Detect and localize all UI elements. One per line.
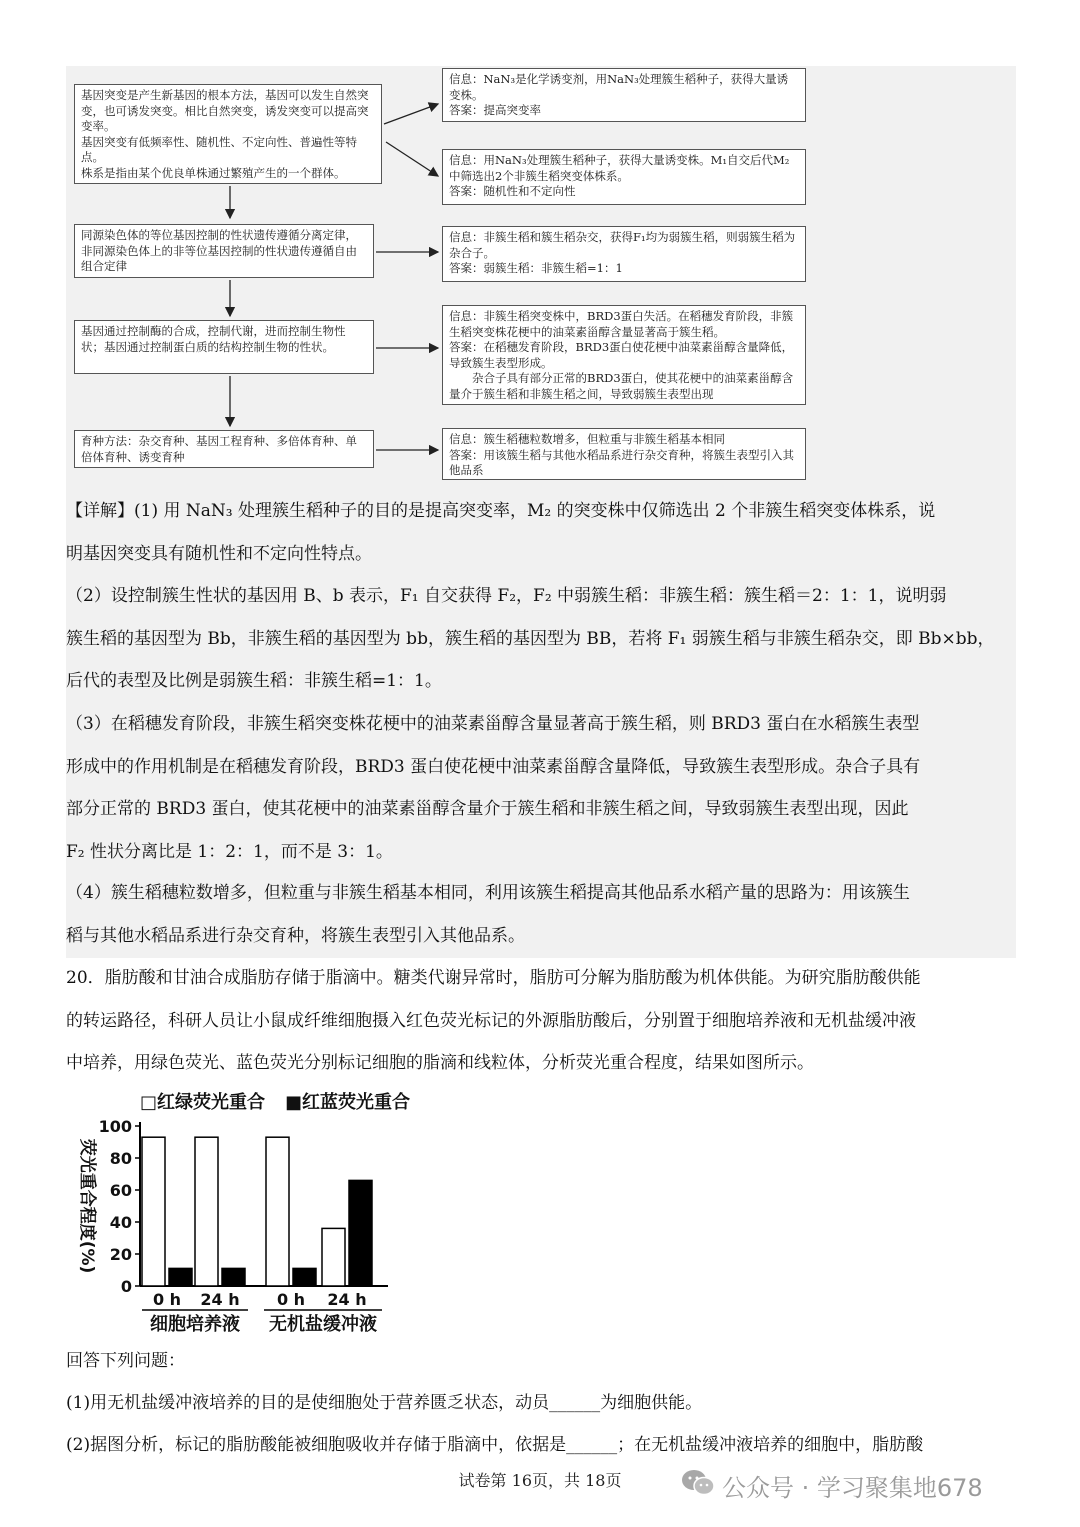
text-line: 中培养，用绿色荧光、蓝色荧光分别标记细胞的脂滴和线粒体，分析荧光重合程度，结果如图所示。 xyxy=(66,1053,814,1073)
bar-red-blue-overlap xyxy=(293,1268,316,1286)
x-tick-label: 0 h xyxy=(152,1290,182,1309)
group-label-culture-medium: 细胞培养液 xyxy=(150,1314,240,1335)
page-footer: 试卷第 16页，共 18页 xyxy=(458,1471,622,1490)
bar-red-blue-overlap xyxy=(169,1268,192,1286)
legend-entry-filled: ■红蓝荧光重合 xyxy=(285,1092,411,1113)
y-tick-label: 0 xyxy=(120,1277,132,1296)
text-line: 【详解】(1) 用 NaN₃ 处理簇生稻种子的目的是提高突变率，M₂ 的突变株中仅筛选出 2 个非簇生稻突变体株系，说 xyxy=(66,501,936,521)
explanation-p2 xyxy=(66,575,1016,703)
x-tick-label: 24 h xyxy=(200,1290,240,1309)
fluorescence-bar-chart xyxy=(60,1084,440,1336)
text-line: 部分正常的 BRD3 蛋白，使其花梗中的油菜素甾醇含量介于簇生稻和非簇生稻之间，导致弱簇生表型出现，因此 xyxy=(66,799,909,819)
y-axis-label: 荧光重合程度(%) xyxy=(77,1138,97,1274)
explanation-p3 xyxy=(66,703,1016,873)
text-line: 回答下列问题： xyxy=(66,1351,185,1371)
text-line: 明基因突变具有随机性和不定向性特点。 xyxy=(66,543,372,564)
watermark: 公众号 · 学习聚集地678 xyxy=(722,1474,983,1502)
text-line: 后代的表型及比例是弱簇生稻：非簇生稻=1：1。 xyxy=(66,671,442,691)
question-20-intro xyxy=(66,957,1016,1085)
answer-prompt xyxy=(66,1340,1016,1383)
y-tick-label: 80 xyxy=(109,1149,132,1168)
flow-arrows xyxy=(0,0,1080,500)
flow-right-box-1: 信息：NaN₃是化学诱变剂，用NaN₃处理簇生稻种子，获得大量诱变株。 答案：提高突变率 xyxy=(442,68,806,122)
bar-red-blue-overlap xyxy=(349,1180,372,1286)
flow-left-box-1: 基因突变是产生新基因的根本方法，基因可以发生自然突变，也可诱发突变。相比自然突变，诱发突变可以提高突变率。 基因突变有低频率性、随机性、不定向性、普遍性等特点。 株系是指由某个优良单株通过繁殖产生的一个群体。 xyxy=(74,84,382,184)
text-line: 的转运路径，科研人员让小鼠成纤维细胞摄入红色荧光标记的外源脂肪酸后，分别置于细胞培养液和无机盐缓冲液 xyxy=(66,1010,916,1031)
text-line: （4）簇生稻穗粒数增多，但粒重与非簇生稻基本相同，利用该簇生稻提高其他品系水稻产量的思路为：用该簇生 xyxy=(66,883,910,903)
flow-right-box-4: 信息：非簇生稻突变株中，BRD3蛋白失活。在稻穗发育阶段，非簇生稻突变株花梗中的油菜素甾醇含量显著高于簇生稻。 答案：在稻穗发育阶段，BRD3蛋白使花梗中油菜素甾醇含量降低，导致簇生表型形成。 杂合子具有部分正常的BRD3蛋白，使其花梗中的油菜素甾醇含量介于簇生稻和非簇生稻之间，导致弱簇生表型出现 xyxy=(442,305,806,405)
text-line: （2）设控制簇生性状的基因用 B、b 表示，F₁ 自交获得 F₂，F₂ 中弱簇生稻：非簇生稻：簇生稻＝2：1：1，说明弱 xyxy=(66,586,947,606)
legend-entry-outline: □红绿荧光重合 xyxy=(140,1092,266,1113)
text-line: F₂ 性状分离比是 1：2：1，而不是 3：1。 xyxy=(66,841,393,862)
question-20-1 xyxy=(66,1382,1016,1425)
text-line: (1)用无机盐缓冲液培养的目的是使细胞处于营养匮乏状态，动员______为细胞供能。 xyxy=(66,1393,703,1413)
y-tick-label: 60 xyxy=(109,1181,132,1200)
flow-right-box-2: 信息：用NaN₃处理簇生稻种子，获得大量诱变株。M₁自交后代M₂中筛选出2个非簇生稻突变体株系。 答案：随机性和不定向性 xyxy=(442,149,806,205)
x-tick-label: 24 h xyxy=(327,1290,367,1309)
text-line: （3）在稻穗发育阶段，非簇生稻突变株花梗中的油菜素甾醇含量显著高于簇生稻，则 BRD3 蛋白在水稻簇生表型 xyxy=(66,714,920,734)
flow-right-box-5: 信息：簇生稻穗粒数增多，但粒重与非簇生稻基本相同 答案：用该簇生稻与其他水稻品系进行杂交育种，将簇生表型引入其他品系 xyxy=(442,428,806,480)
text-line: 簇生稻的基因型为 Bb，非簇生稻的基因型为 bb，簇生稻的基因型为 BB，若将 F₁ 弱簇生稻与非簇生稻杂交，即 Bb×bb， xyxy=(66,628,995,649)
y-tick-label: 40 xyxy=(109,1213,132,1232)
bar-red-green-overlap xyxy=(195,1137,218,1286)
wechat-icon xyxy=(680,1468,716,1498)
question-20-2 xyxy=(66,1424,1016,1467)
y-tick-label: 100 xyxy=(98,1117,132,1136)
explanation-p1 xyxy=(66,490,1016,575)
y-tick-label: 20 xyxy=(109,1245,132,1264)
bar-red-blue-overlap xyxy=(222,1268,245,1286)
flow-left-box-4: 育种方法：杂交育种、基因工程育种、多倍体育种、单倍体育种、诱变育种 xyxy=(74,430,374,468)
bar-red-green-overlap xyxy=(142,1137,165,1286)
bar-red-green-overlap xyxy=(322,1228,345,1286)
text-line: 稻与其他水稻品系进行杂交育种，将簇生表型引入其他品系。 xyxy=(66,925,525,946)
flow-left-box-2: 同源染色体的等位基因控制的性状遗传遵循分离定律，非同源染色体上的非等位基因控制的性状遗传遵循自由组合定律 xyxy=(74,224,374,278)
text-line: 形成中的作用机制是在稻穗发育阶段，BRD3 蛋白使花梗中油菜素甾醇含量降低，导致簇生表型形成。杂合子具有 xyxy=(66,756,921,777)
bar-red-green-overlap xyxy=(266,1137,289,1286)
group-label-salt-buffer: 无机盐缓冲液 xyxy=(269,1314,377,1335)
flow-right-box-3: 信息：非簇生稻和簇生稻杂交，获得F₁均为弱簇生稻，则弱簇生稻为杂合子。 答案：弱簇生稻：非簇生稻=1：1 xyxy=(442,226,806,282)
flow-left-box-3: 基因通过控制酶的合成，控制代谢，进而控制生物性状；基因通过控制蛋白质的结构控制生物的性状。 xyxy=(74,320,374,374)
text-line: 20．脂肪酸和甘油合成脂肪存储于脂滴中。糖类代谢异常时，脂肪可分解为脂肪酸为机体供能。为研究脂肪酸供能 xyxy=(66,968,921,988)
x-tick-label: 0 h xyxy=(276,1290,306,1309)
text-line: (2)据图分析，标记的脂肪酸能被细胞吸收并存储于脂滴中，依据是______；在无机盐缓冲液培养的细胞中，脂肪酸 xyxy=(66,1435,924,1455)
explanation-p4 xyxy=(66,872,1016,957)
